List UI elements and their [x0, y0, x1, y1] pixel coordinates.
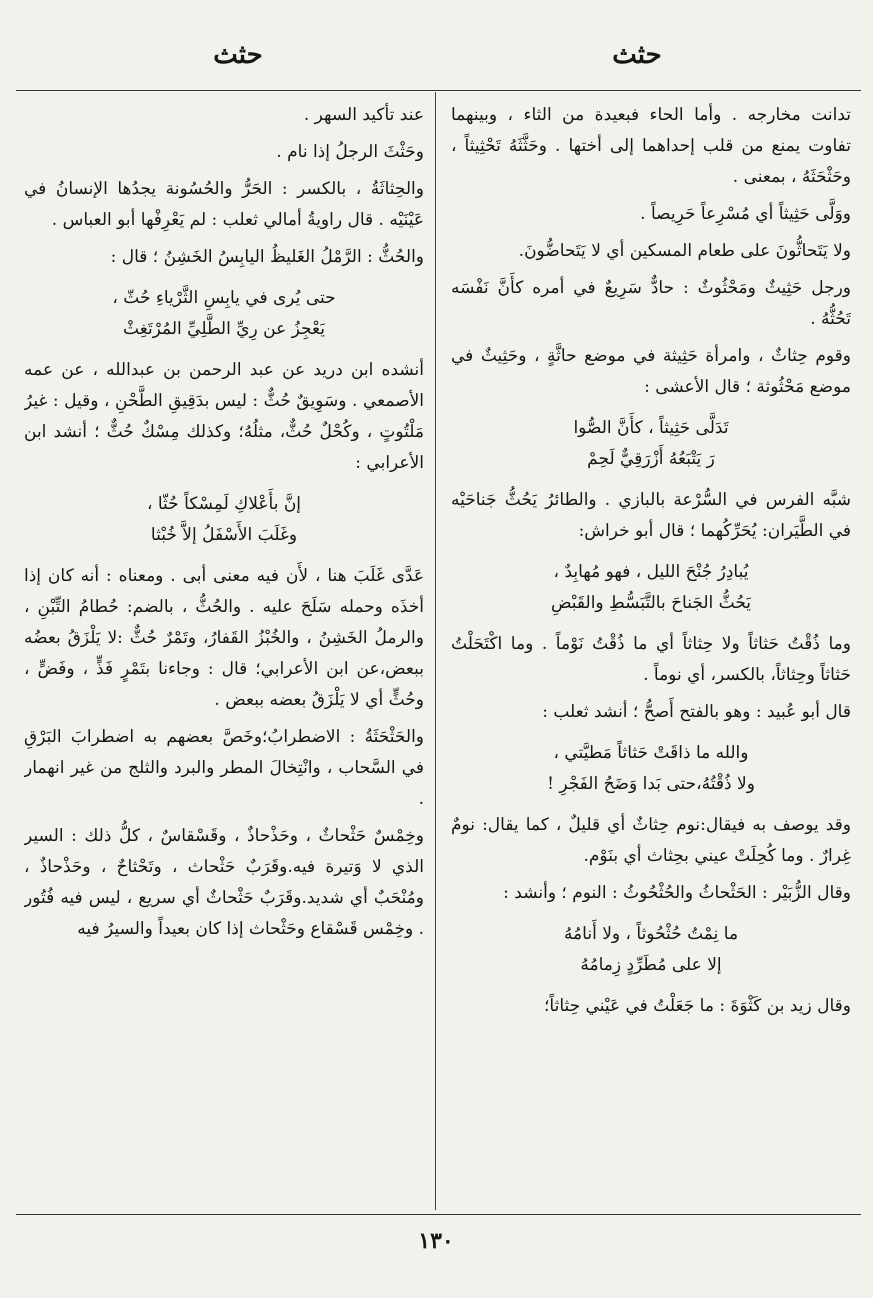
entry-paragraph: وقد يوصف به فيقال:نوم حِثاثٌ أي قليلٌ ، كما يقال: نومٌ غِرارٌ . وما كُحِلَتْ عيني بحِثاث أي بنَوْم.	[451, 815, 851, 866]
page-number: ١٣٠	[418, 1228, 454, 1254]
running-head-left: حثث	[213, 40, 263, 70]
poem-line: يَحُثُّ الجَناحَ بالتَّبَسُّطِ والقَبْضِ	[550, 593, 752, 613]
poem-line: والله ما ذاقَتْ حَثاثاً مَطيَّتي ،	[553, 743, 749, 763]
column-divider	[435, 92, 436, 1210]
entry-paragraph: وما ذُقْتُ حَثاثاً ولا حِثاثاً أي ما ذُقْتُ نَوْماً . وما اكْتَحَلْتُ حَثاثاً وحِثاثاً، بالكسر، أي نوماً .	[451, 634, 851, 685]
entry-paragraph: قال أبو عُبيد : وهو بالفتح أَصحُّ ؛ أنشد ثعلب :	[542, 702, 851, 722]
entry-paragraph: ورجل حَثِيثٌ ومَحْثُوثٌ : حادٌّ سَرِيعٌ في أمره كأَنَّ نَفْسَه تَحُثُّهُ .	[451, 278, 851, 329]
poem-line: يُبادِرُ جُنْحَ الليل ، فهو مُهابِدٌ ،	[553, 562, 749, 582]
poem-line: رَ يَتْبَعُهُ أَزْرَقِيٌّ لَحِمْ	[587, 449, 715, 469]
poem-line: ما نِمْتُ حُثْحُوثاً ، ولا أَنامُهُ	[563, 924, 739, 944]
poem-line: وغَلَبَ الأَسْفَلُ إلاَّ خُبْثا	[150, 525, 298, 545]
left-column	[24, 100, 424, 1205]
poem-line: إنَّ بأَعْلاكِ لَمِسْكاً حُثّا ،	[146, 494, 302, 514]
running-head-right: حثث	[612, 40, 662, 70]
entry-paragraph: وخِمْسٌ حَثْحاثٌ ، وحَذْحاذٌ ، وقَسْقاسٌ ، كلُّ ذلك : السير الذي لا وَتيرة فيه.وقَرَبٌ حَثْحاث ، وتَحْثاحٌ ، وحَذْحاذٌ ، ومُنْحَبٌ أي شديد.وقَرَبٌ حَثْحاثٌ أي سريع ، ليس فيه فُتُور . وخِمْس قَسْقاع وحَثْحاث إذا كان بعيداً والسيرُ فيه	[24, 826, 424, 939]
entry-paragraph: ووَلَّى حَثِيثاً أي مُسْرِعاً حَرِيصاً .	[640, 204, 851, 224]
poem-line: إلا على مُطَرِّدٍ زِمامُهُ	[580, 955, 722, 975]
poem-line: ولا ذُقْتُهُ،حتى بَدا وَضَحُ الفَجْرِ !	[547, 774, 755, 794]
entry-paragraph: والحُثُّ : الرَّمْلُ الغَليظُ اليابِسُ الخَشِنُ ؛ قال :	[110, 247, 424, 267]
entry-paragraph: تدانت مخارجه . وأما الحاء فبعيدة من الثاء ، وبينهما تفاوت يمنع من قلب إحداهما إلى أختها . وحَثَّثَهُ تَحْثِيثاً ، وحَثْحَثَهُ ، بمعنى .	[451, 105, 851, 187]
poem-verse	[451, 557, 851, 619]
poem-verse	[451, 413, 851, 475]
entry-paragraph: شبَّه الفرس في السُّرْعة بالبازي . والطائرُ يَحُثُّ جَناحَيْه في الطَّيَران: يُحَرِّكُهما ؛ قال أبو خراش:	[451, 490, 851, 541]
poem-line: حتى يُرى في يابِسِ الثَّرْياءِ حُثّ ،	[112, 288, 336, 308]
poem-verse	[451, 738, 851, 800]
entry-paragraph: والحِثاثَةُ ، بالكسر : الحَرُّ والحُسُونة يجدُها الإنسانُ في عَيْنَيْه . قال راويةُ أمالي ثعلب : لم يَعْرِفْها أبو العباس .	[24, 179, 424, 230]
page-header	[0, 40, 873, 80]
entry-paragraph: ولا يَتَحاثُّونَ على طعام المسكين أي لا يَتَحاضُّونَ.	[518, 241, 851, 261]
entry-paragraph: وقال زيد بن كَثْوَةَ : ما جَعَلْتُ في عَيْني حِثاثاً؛	[544, 996, 851, 1016]
entry-paragraph: أنشده ابن دريد عن عبد الرحمن بن عبدالله ، عن عمه الأصمعي . وسَوِيقٌ حُثٌّ : ليس بدَقِيقِ الطَّحْنِ ، وقيل : غيرُ مَلْتُوتٍ ، وكُحْلٌ حُثٌّ، مثلُهُ؛ وكذلك مِسْكٌ حُثٌّ ؛ أنشد ابن الأعرابي :	[24, 360, 424, 473]
entry-paragraph: عَدَّى غَلَبَ هنا ، لأَن فيه معنى أبى . ومعناه : أنه كان إذا أخذَه وحمله سَلَحَ عليه . والحُثُّ ، بالضم: حُطامُ التِّبْنِ ، والرملُ الخَشِنُ ، والخُبْزُ القَفارُ، وتَمْرٌ حُثٌّ :لا يَلْزَقُ بعضُه ببعض،عن ابن الأعرابي؛ قال : وجاءنا بتَمْرٍ فَذٍّ ، وفَضٍّ ، وحُثٍّ أي لا يَلْزَقُ بعضه ببعض .	[24, 566, 424, 710]
entry-paragraph: وقال الزُّبَيْر : الحَثْحاثُ والحُثْحُوثُ : النوم ؛ وأنشد :	[503, 883, 851, 903]
entry-paragraph: عند تأكيد السهر .	[303, 105, 424, 125]
entry-paragraph: والحَثْحَثَةُ : الاضطرابُ؛وخَصَّ بعضهم به اضطرابَ البَرْقِ في السَّحاب ، وانْتِخالَ المطر والبرد والثلج من غير انهمار .	[24, 727, 424, 809]
header-rule	[16, 90, 861, 91]
poem-line: تَدَلَّى حَثِيثاً ، كأَنَّ الصُّوا	[573, 418, 729, 438]
poem-verse	[24, 489, 424, 551]
entry-paragraph: وقوم حِثاثٌ ، وامرأة حَثِيثة في موضع حاثَّةٍ ، وحَثِيثٌ في موضع مَحْثُوثة ؛ قال الأعشى :	[451, 346, 851, 397]
poem-line: يَعْجِزُ عن رِيِّ الطَّلِيِّ المُرْتَغِثْ	[123, 319, 325, 339]
footer-rule	[16, 1214, 861, 1215]
poem-verse	[24, 283, 424, 345]
entry-paragraph: وحَثْثَ الرجلُ إذا نام .	[276, 142, 424, 162]
right-column	[451, 100, 851, 1205]
poem-verse	[451, 919, 851, 981]
